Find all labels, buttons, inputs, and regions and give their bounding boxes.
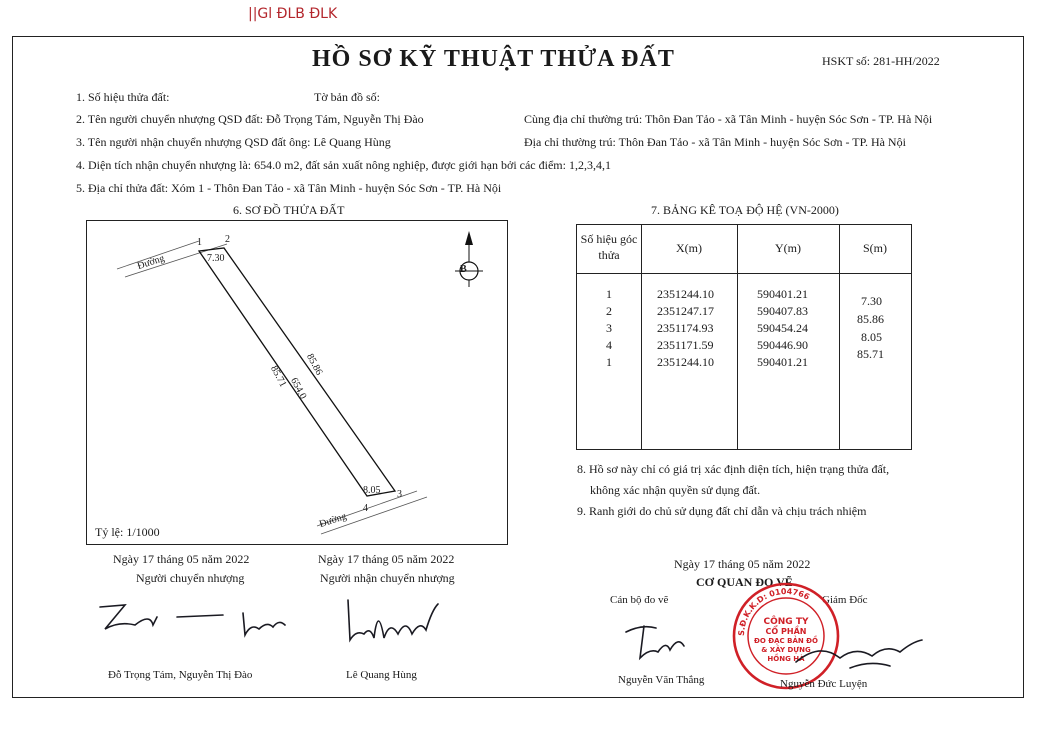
length-left: 85.71 — [268, 363, 289, 390]
handwritten-mark: ||Gl ĐLB ĐLK — [248, 6, 338, 22]
row-y: 590454.24 — [757, 321, 808, 335]
sign-date-transferee: Ngày 17 tháng 05 năm 2022 — [318, 552, 455, 566]
side-length: 8.05 — [861, 330, 882, 344]
sign-role-transferor: Người chuyển nhượng — [136, 571, 245, 585]
row-y: 590407.83 — [757, 304, 808, 318]
row-point: 1 — [606, 355, 612, 369]
transferee-signature — [340, 590, 450, 650]
surveyor-role: Cán bộ đo vẽ — [610, 594, 669, 606]
parcel-boundary — [199, 248, 395, 496]
surveyor-name: Nguyễn Văn Thắng — [618, 674, 705, 686]
coords-heading: 7. BẢNG KÊ TOẠ ĐỘ HỆ (VN-2000) — [651, 203, 839, 217]
row-point: 1 — [606, 287, 612, 301]
row-y: 590401.21 — [757, 355, 808, 369]
hskt-number: HSKT số: 281-HH/2022 — [822, 54, 940, 68]
stamp-line-4: & XÂY DỰNG — [761, 646, 811, 654]
parcel-area: 654.0 — [288, 375, 309, 402]
stamp-line-3: ĐO ĐẠC BẢN ĐỒ — [754, 637, 818, 645]
item-transferor: 2. Tên người chuyển nhượng QSD đất: Đỗ Trọng Tám, Nguyễn Thị Đào — [76, 112, 424, 126]
north-label: B — [460, 264, 467, 275]
corner-4: 4 — [363, 503, 368, 514]
side-length: 85.71 — [857, 347, 884, 361]
length-right: 85.86 — [304, 351, 325, 378]
col-y: Y(m) — [775, 241, 801, 255]
note-8a: 8. Hồ sơ này chỉ có giá trị xác định diện tích, hiện trạng thửa đất, — [577, 462, 890, 476]
surveyor-signature — [622, 618, 702, 668]
north-arrow-head — [465, 231, 473, 245]
row-x: 2351244.10 — [657, 287, 714, 301]
road-bottom-label: Đường — [317, 510, 348, 531]
sign-date-transferor: Ngày 17 tháng 05 năm 2022 — [113, 552, 250, 566]
agency-name: CƠ QUAN ĐO VẼ — [696, 575, 793, 589]
note-9: 9. Ranh giới do chủ sử dụng đất chỉ dẫn và chịu trách nhiệm — [577, 504, 867, 518]
row-point: 2 — [606, 304, 612, 318]
sign-role-transferee: Người nhận chuyển nhượng — [320, 571, 455, 585]
item-transferor-address: Cùng địa chỉ thường trú: Thôn Đan Tảo - xã Tân Minh - huyện Sóc Sơn - TP. Hà Nội — [524, 112, 933, 126]
note-8b: không xác nhận quyền sử dụng đất. — [590, 483, 761, 497]
item-area: 4. Diện tích nhận chuyển nhượng là: 654.0 m2, đất sản xuất nông nghiệp, được giới hạn bởi các điểm: 1,2,3,4,1 — [76, 158, 611, 172]
corner-1: 1 — [197, 237, 202, 248]
stamp-ring-text: S.Đ.K.K.D: 0104766 — [736, 586, 812, 637]
sign-name-transferor: Đỗ Trọng Tám, Nguyễn Thị Đào — [108, 669, 253, 681]
transferor-signatures — [95, 595, 295, 645]
director-signature — [790, 622, 930, 682]
sign-name-transferee: Lê Quang Hùng — [346, 669, 417, 681]
col-point: Số hiệu góc thửa — [580, 232, 638, 262]
side-length: 85.86 — [857, 312, 884, 326]
row-x: 2351244.10 — [657, 355, 714, 369]
corner-3: 3 — [397, 489, 402, 500]
row-x: 2351247.17 — [657, 304, 714, 318]
sign-date-agency: Ngày 17 tháng 05 năm 2022 — [674, 557, 811, 571]
item-transferee: 3. Tên người nhận chuyển nhượng QSD đất ông: Lê Quang Hùng — [76, 135, 391, 149]
row-y: 590446.90 — [757, 338, 808, 352]
corner-2: 2 — [225, 234, 230, 245]
length-bottom: 8.05 — [363, 485, 381, 496]
row-x: 2351174.93 — [657, 321, 714, 335]
coords-table — [576, 224, 912, 450]
col-s: S(m) — [863, 241, 887, 255]
road-top-label: Đường — [135, 252, 166, 273]
item-parcel-number: 1. Số hiệu thửa đất: — [76, 90, 170, 104]
stamp-line-5: HỒNG HÀ — [767, 655, 805, 663]
item-transferee-address: Địa chỉ thường trú: Thôn Đan Tảo - xã Tân Minh - huyện Sóc Sơn - TP. Hà Nội — [524, 135, 906, 149]
document-title: HỒ SƠ KỸ THUẬT THỬA ĐẤT — [312, 46, 675, 72]
item-map-sheet: Tờ bản đồ số: — [314, 90, 381, 104]
row-point: 3 — [606, 321, 612, 335]
stamp-line-2: CỔ PHẦN — [765, 627, 807, 636]
col-x: X(m) — [676, 241, 702, 255]
row-y: 590401.21 — [757, 287, 808, 301]
stamp-line-1: CÔNG TY — [763, 617, 809, 627]
diagram-scale: Tỷ lệ: 1/1000 — [95, 525, 160, 539]
director-role: Giám Đốc — [822, 594, 868, 606]
item-parcel-address: 5. Địa chỉ thửa đất: Xóm 1 - Thôn Đan Tảo - xã Tân Minh - huyện Sóc Sơn - TP. Hà Nội — [76, 181, 502, 195]
row-x: 2351171.59 — [657, 338, 714, 352]
director-name: Nguyễn Đức Luyện — [780, 678, 868, 690]
row-point: 4 — [606, 338, 612, 352]
side-length: 7.30 — [861, 294, 882, 308]
length-top: 7.30 — [207, 253, 225, 264]
diagram-heading: 6. SƠ ĐỒ THỬA ĐẤT — [233, 203, 345, 217]
parcel-diagram — [86, 220, 508, 545]
